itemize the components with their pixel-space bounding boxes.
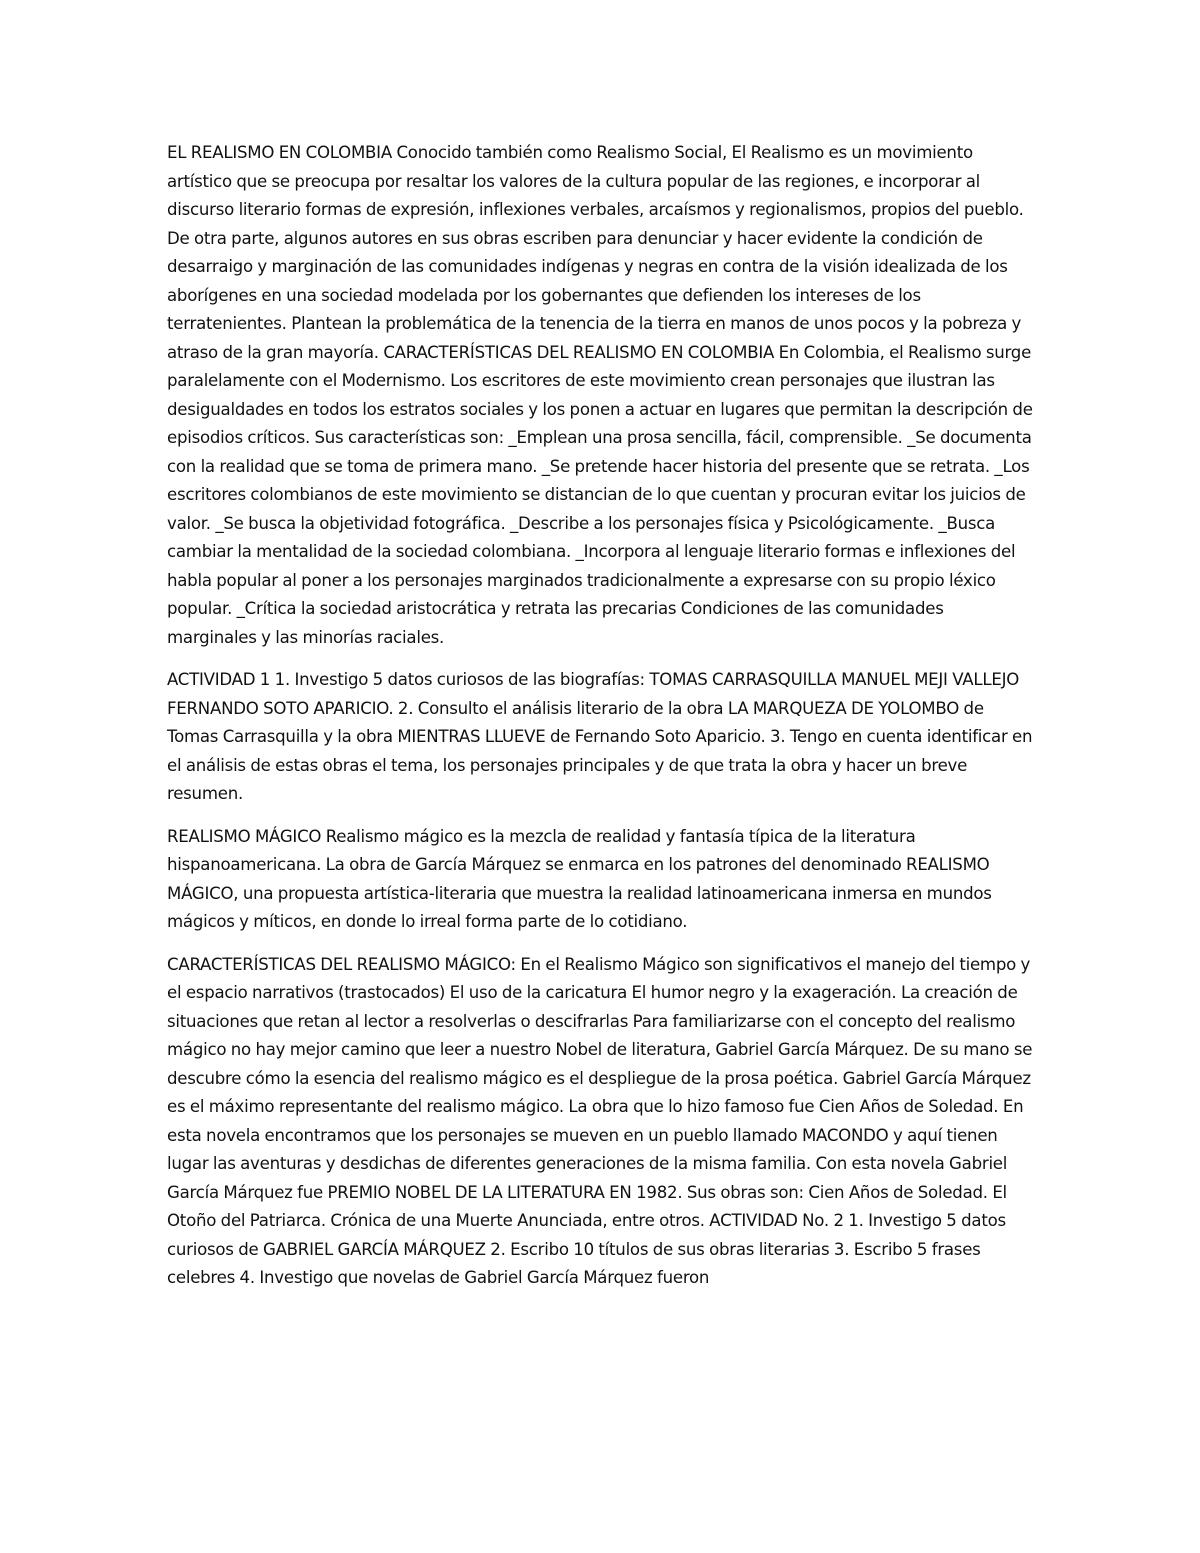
paragraph-realismo-colombia: EL REALISMO EN COLOMBIA Conocido también como Realismo Social, El Realismo es un movimiento artístico que se preocupa por resaltar los valores de la cultura popular de las regiones, e incorporar al discurso literario formas de expresión, inflexiones verbales, arcaísmos y regionalismos, propios del pueblo. De otra parte, algunos autores en sus obras escriben para denunciar y hacer evidente la condición de desarraigo y marginación de las comunidades indígenas y negras en contra de la visión idealizada de los aborígenes en una sociedad modelada por los gobernantes que defienden los intereses de los terratenientes. Plantean la problemática de la tenencia de la tierra en manos de unos pocos y la pobreza y atraso de la gran mayoría. CARACTERÍSTICAS DEL REALISMO EN COLOMBIA En Colombia, el Realismo surge paralelamente con el Modernismo. Los escritores de este movimiento crean personajes que ilustran las desigualdades en todos los estratos sociales y los ponen a actuar en lugares que permitan la descripción de episodios críticos. Sus características son: _Emplean una prosa sencilla, fácil, comprensible. _Se documenta con la realidad que se toma de primera mano. _Se pretende hacer historia del presente que se retrata. _Los escritores colombianos de este movimiento se distancian de lo que cuentan y procuran evitar los juicios de valor. _Se busca la objetividad fotográfica. _Describe a los personajes física y Psicológicamente. _Busca cambiar la mentalidad de la sociedad colombiana. _Incorpora al lenguaje literario formas e inflexiones del habla popular al poner a los personajes marginados tradicionalmente a expresarse con su propio léxico popular. _Crítica la sociedad aristocrática y retrata las precarias Condiciones de las comunidades marginales y las minorías raciales. [167,143,1033,647]
paragraph-actividad-1: ACTIVIDAD 1 1. Investigo 5 datos curiosos de las biografías: TOMAS CARRASQUILLA MANUEL MEJI VALLEJO FERNANDO SOTO APARICIO. 2. Consulto el análisis literario de la obra LA MARQUEZA DE YOLOMBO de Tomas Carrasquilla y la obra MIENTRAS LLUEVE de Fernando Soto Aparicio. 3. Tengo en cuenta identificar en el análisis de estas obras el tema, los personajes principales y de que trata la obra y hacer un breve resumen. [167,670,1033,803]
paragraph-realismo-magico: REALISMO MÁGICO Realismo mágico es la mezcla de realidad y fantasía típica de la literatura hispanoamericana. La obra de García Márquez se enmarca en los patrones del denominado REALISMO MÁGICO, una propuesta artística-literaria que muestra la realidad latinoamericana inmersa en mundos mágicos y míticos, en donde lo irreal forma parte de lo cotidiano. [167,826,992,931]
document-body [167,139,1037,1307]
paragraph-caracteristicas-realismo-magico: CARACTERÍSTICAS DEL REALISMO MÁGICO: En el Realismo Mágico son significativos el manejo del tiempo y el espacio narrativos (trastocados) El uso de la caricatura El humor negro y la exageración. La creación de situaciones que retan al lector a resolverlas o descifrarlas Para familiarizarse con el concepto del realismo mágico no hay mejor camino que leer a nuestro Nobel de literatura, Gabriel García Márquez. De su mano se descubre cómo la esencia del realismo mágico es el despliegue de la prosa poética. Gabriel García Márquez es el máximo representante del realismo mágico. La obra que lo hizo famoso fue Cien Años de Soledad. En esta novela encontramos que los personajes se mueven en un pueblo llamado MACONDO y aquí tienen lugar las aventuras y desdichas de diferentes generaciones de la misma familia. Con esta novela Gabriel García Márquez fue PREMIO NOBEL DE LA LITERATURA EN 1982. Sus obras son: Cien Años de Soledad. El Otoño del Patriarca. Crónica de una Muerte Anunciada, entre otros. ACTIVIDAD No. 2 1. Investigo 5 datos curiosos de GABRIEL GARCÍA MÁRQUEZ 2. Escribo 10 títulos de sus obras literarias 3. Escribo 5 frases celebres 4. Investigo que novelas de Gabriel García Márquez fueron [167,954,1033,1287]
